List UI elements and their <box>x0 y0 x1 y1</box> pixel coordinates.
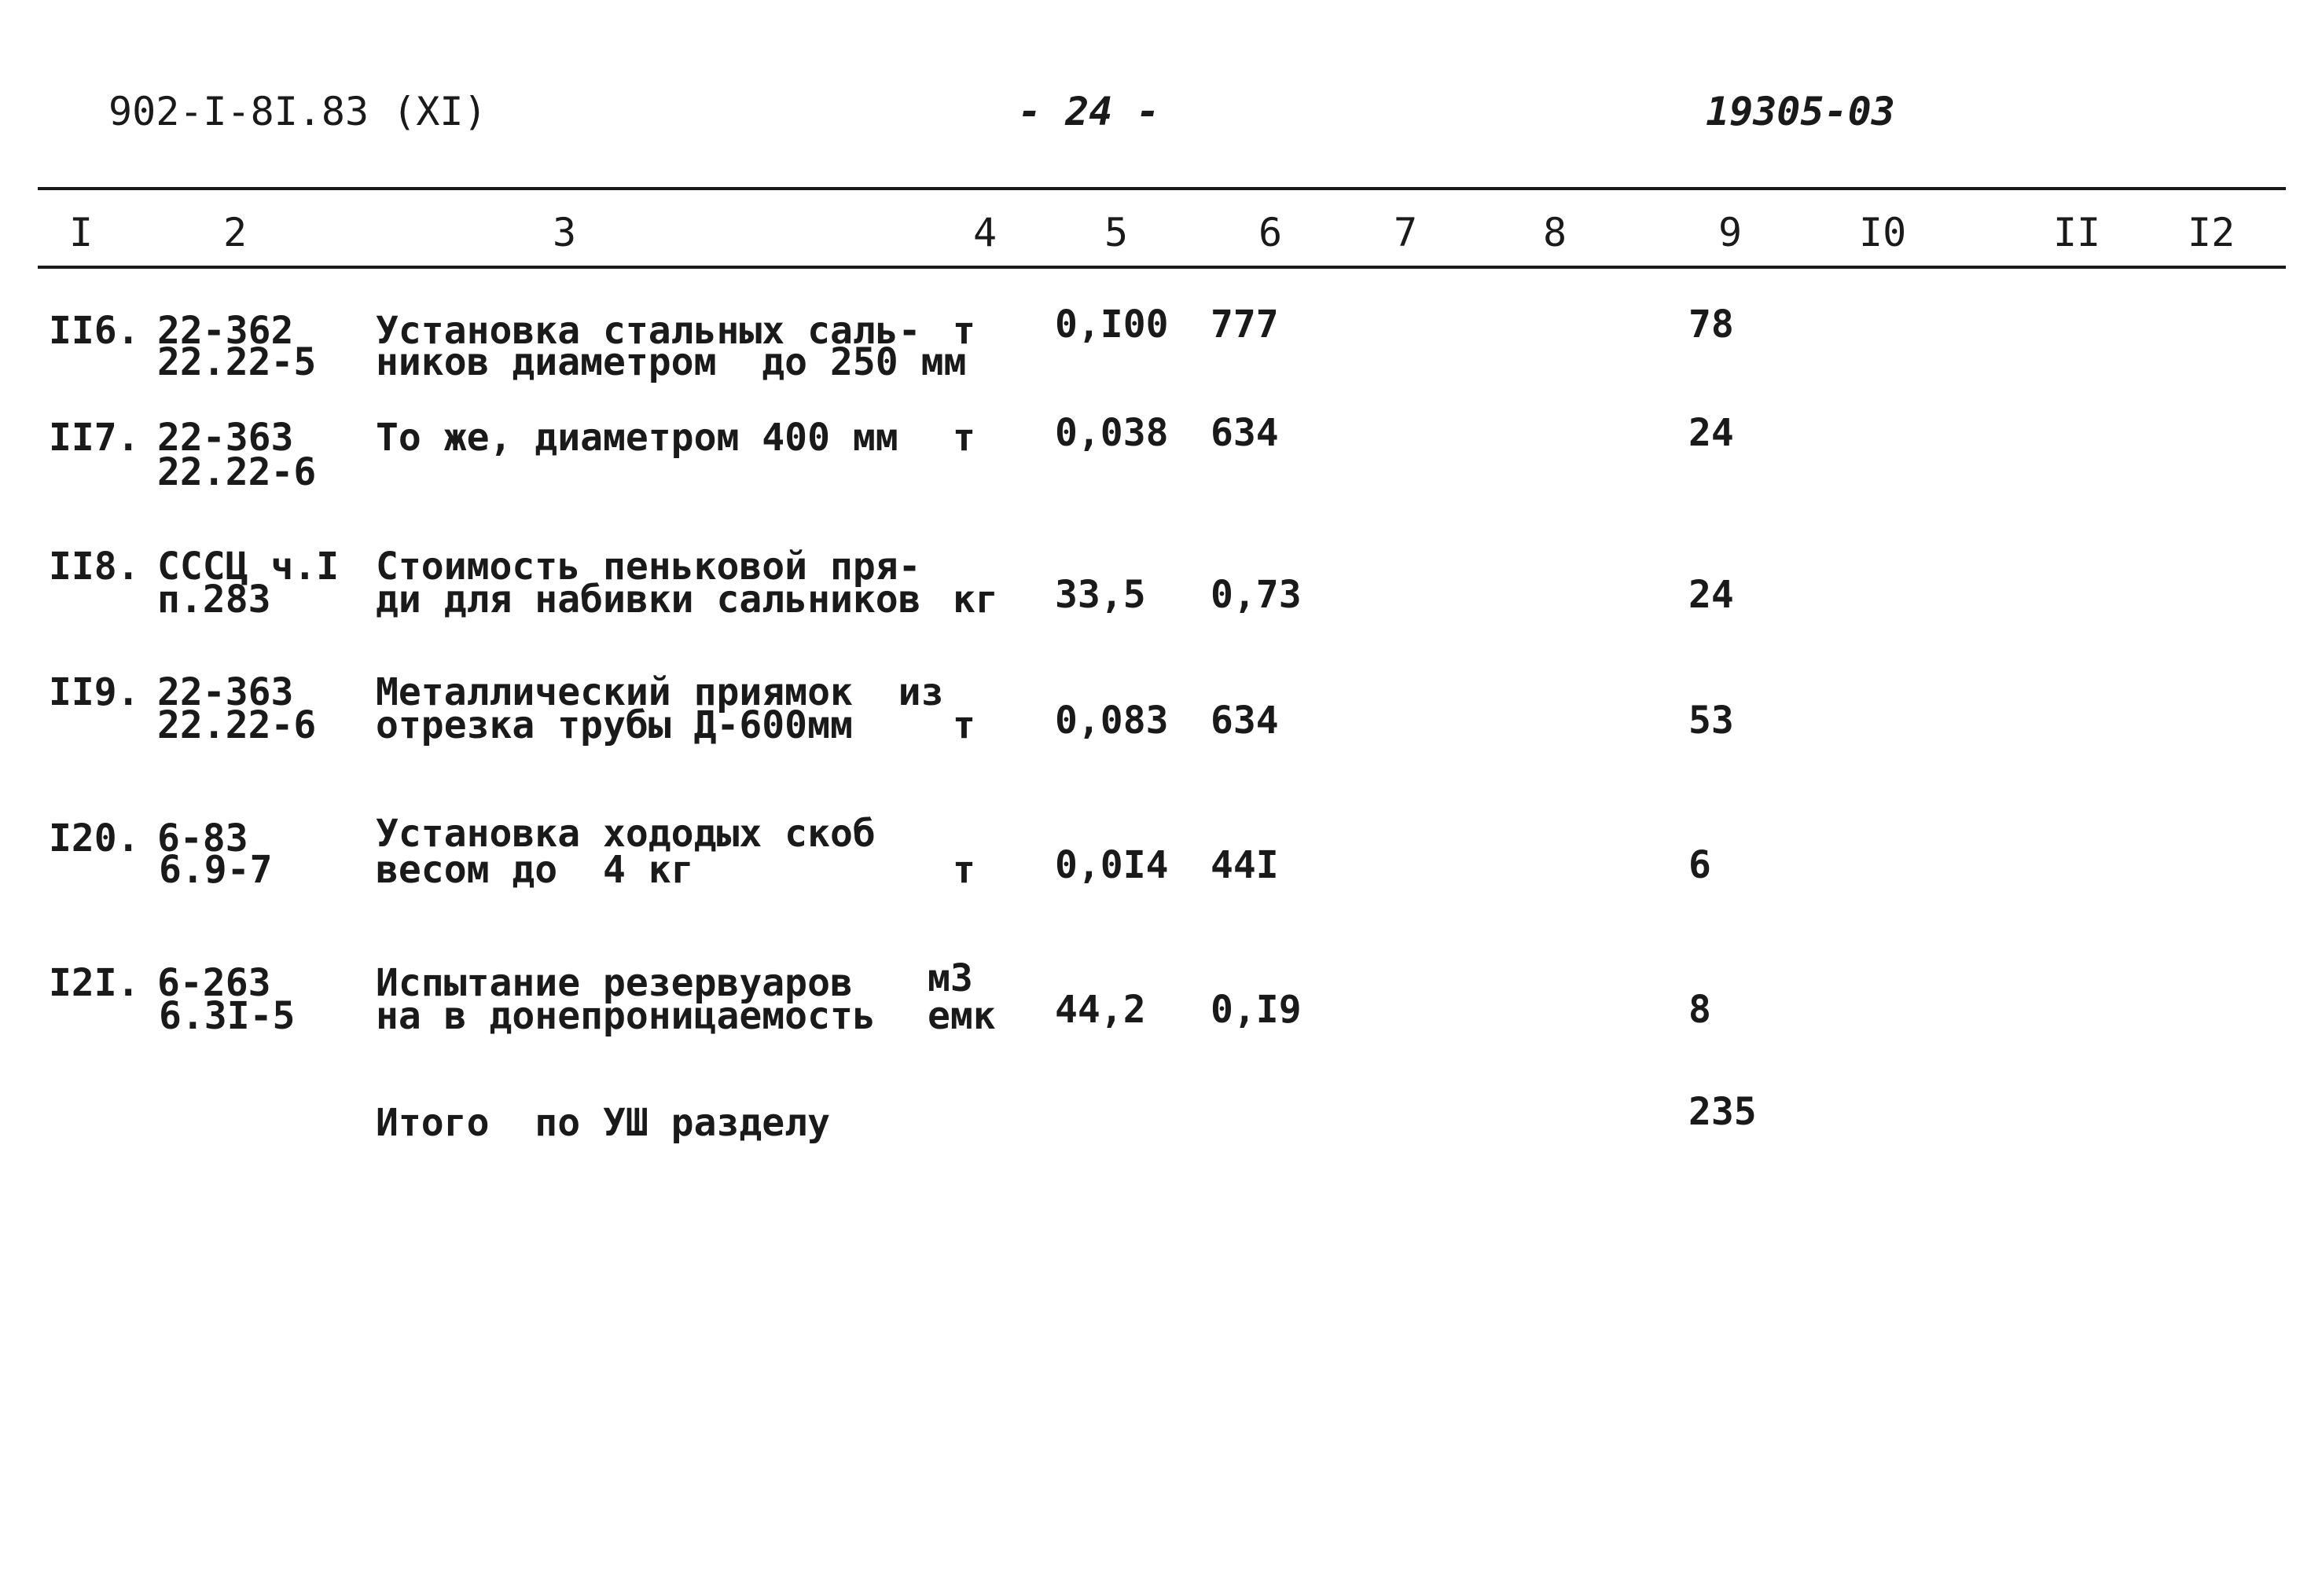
row-price: 634 <box>1211 699 1279 743</box>
row-description-cont: на в донепроницаемость <box>376 994 876 1038</box>
row-code: 22-362 <box>157 309 294 353</box>
column-header-5: 5 <box>1104 210 1129 255</box>
row-unit: т <box>953 309 975 353</box>
column-header-4: 4 <box>973 210 998 255</box>
row-quantity: 0,038 <box>1055 411 1169 455</box>
row-unit: т <box>953 703 975 747</box>
row-description: То же, диаметром 400 мм <box>376 416 898 460</box>
row-description: Установка хододых скоб <box>376 812 876 856</box>
row-code-secondary: 6.3I-5 <box>159 994 296 1038</box>
row-quantity: 0,083 <box>1055 699 1169 743</box>
row-total: 24 <box>1688 573 1734 617</box>
table-top-rule <box>38 187 2286 190</box>
row-total: 53 <box>1688 699 1734 743</box>
row-unit: т <box>953 416 975 460</box>
archive-code: 19305-03 <box>1706 89 1895 134</box>
row-unit: м3 <box>928 956 973 1000</box>
row-total: 24 <box>1688 411 1734 455</box>
row-number: II6. <box>49 309 140 353</box>
row-price: 44I <box>1211 843 1279 887</box>
summary-total: 235 <box>1688 1090 1757 1134</box>
row-price: 777 <box>1211 303 1279 347</box>
row-unit: т <box>953 848 975 892</box>
row-total: 8 <box>1688 988 1711 1032</box>
page-number: - 24 - <box>1018 89 1160 134</box>
row-code-secondary: 6.9-7 <box>159 848 273 892</box>
row-code-secondary: 22.22-5 <box>157 340 317 384</box>
row-number: II9. <box>49 670 140 714</box>
row-total: 6 <box>1688 843 1711 887</box>
column-header-9: 9 <box>1718 210 1743 255</box>
document-number: 902-I-8I.83 (XI) <box>108 89 487 134</box>
column-header-3: 3 <box>553 210 577 255</box>
row-description-cont: весом до 4 кг <box>376 848 694 892</box>
row-code-secondary: 22.22-6 <box>157 703 317 747</box>
row-code: 6-83 <box>157 816 248 860</box>
row-code: СССЦ ч.I <box>157 545 340 589</box>
column-header-7: 7 <box>1394 210 1418 255</box>
column-header-10: I0 <box>1859 210 1907 255</box>
row-quantity: 0,0I4 <box>1055 843 1169 887</box>
column-header-1: I <box>69 210 94 255</box>
row-code: 6-263 <box>157 961 271 1005</box>
column-header-2: 2 <box>223 210 248 255</box>
row-total: 78 <box>1688 303 1734 347</box>
row-description-cont: ди для набивки сальников <box>376 578 921 622</box>
row-price: 0,I9 <box>1211 988 1302 1032</box>
row-unit: кг <box>953 578 998 622</box>
row-quantity: 0,I00 <box>1055 303 1169 347</box>
summary-label: Итого по УШ разделу <box>376 1101 830 1145</box>
row-number: II7. <box>49 416 140 460</box>
row-description-cont: ников диаметром до 250 мм <box>376 340 967 384</box>
row-description: Стоимость пеньковой пря- <box>376 545 921 589</box>
row-quantity: 33,5 <box>1055 573 1146 617</box>
row-code: 22-363 <box>157 416 294 460</box>
row-description: Испытание резервуаров <box>376 961 853 1005</box>
column-header-11: II <box>2053 210 2101 255</box>
row-price: 0,73 <box>1211 573 1302 617</box>
row-number: II8. <box>49 545 140 589</box>
row-price: 634 <box>1211 411 1279 455</box>
row-number: I20. <box>49 816 140 860</box>
table-header-rule <box>38 266 2286 269</box>
column-header-8: 8 <box>1543 210 1567 255</box>
row-code-secondary: п.283 <box>157 578 271 622</box>
row-code-secondary: 22.22-6 <box>157 450 317 494</box>
column-header-6: 6 <box>1258 210 1283 255</box>
column-header-12: I2 <box>2188 210 2236 255</box>
row-code: 22-363 <box>157 670 294 714</box>
row-unit-secondary: емк <box>928 994 996 1038</box>
row-description: Металлический приямок из <box>376 670 944 714</box>
row-description-cont: отрезка трубы Д-600мм <box>376 703 853 747</box>
row-description: Установка стальных саль- <box>376 309 921 353</box>
row-number: I2I. <box>49 961 140 1005</box>
row-quantity: 44,2 <box>1055 988 1146 1032</box>
